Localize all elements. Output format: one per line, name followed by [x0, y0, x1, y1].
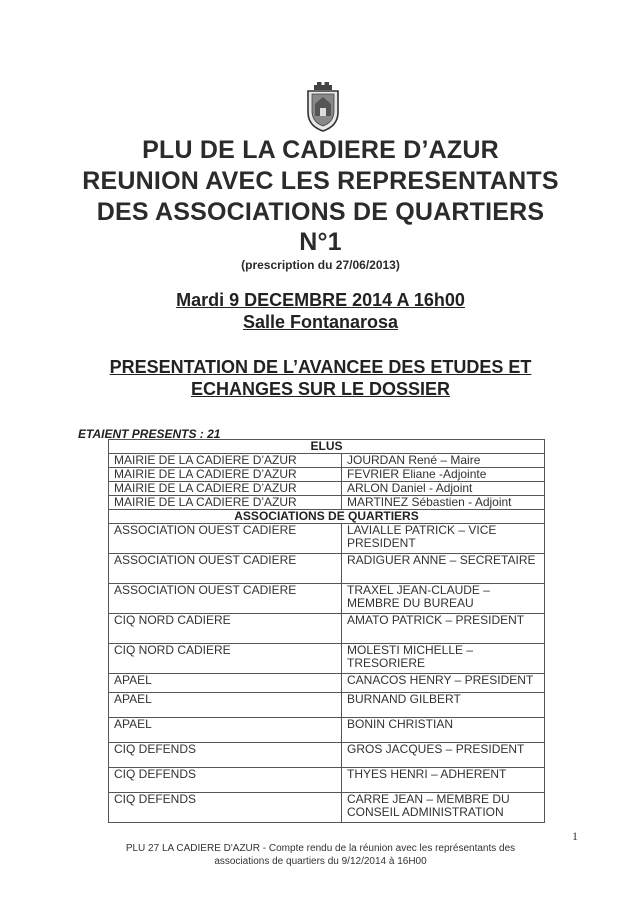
person-cell: FEVRIER Eliane -Adjointe [342, 468, 545, 482]
attendance-table [108, 439, 545, 823]
org-cell: APAEL [109, 674, 342, 693]
org-cell: APAEL [109, 693, 342, 718]
table-row [109, 454, 545, 468]
table-row [109, 644, 545, 674]
person-cell [342, 743, 545, 768]
table-row [109, 793, 545, 823]
person-line-1: LAVIALLE PATRICK – VICE [347, 523, 497, 537]
org-cell: APAEL [109, 718, 342, 743]
person-line-1: BURNAND GILBERT [347, 692, 461, 706]
person-line-1: AMATO PATRICK – PRESIDENT [347, 613, 525, 627]
title-line-2: REUNION AVEC LES REPRESENTANTS [82, 167, 559, 195]
org-cell: MAIRIE DE LA CADIERE D’AZUR [109, 454, 342, 468]
table-row [109, 584, 545, 614]
person-cell [342, 793, 545, 823]
person-line-2: PRESIDENT [347, 536, 416, 550]
page-footer [0, 842, 641, 868]
table-row [109, 468, 545, 482]
table-row [109, 693, 545, 718]
table-row [109, 718, 545, 743]
meeting-venue: Salle Fontanarosa [242, 312, 399, 332]
person-cell: ARLON Daniel - Adjoint [342, 482, 545, 496]
table-row [109, 554, 545, 584]
section-heading-line-2: ECHANGES SUR LE DOSSIER [190, 379, 451, 399]
org-cell: CIQ DEFENDS [109, 793, 342, 823]
attendance-count: ETAIENT PRESENTS : 21 [78, 427, 221, 441]
table-row [109, 482, 545, 496]
person-cell [342, 644, 545, 674]
person-cell [342, 718, 545, 743]
org-cell: MAIRIE DE LA CADIERE D’AZUR [109, 482, 342, 496]
person-line-1: RADIGUER ANNE – SECRETAIRE [347, 553, 536, 567]
section-heading-line-1: PRESENTATION DE L’AVANCEE DES ETUDES ET [109, 357, 532, 377]
person-line-1: GROS JACQUES – PRESIDENT [347, 742, 525, 756]
person-line-1: CANACOS HENRY – PRESIDENT [347, 673, 534, 687]
footer-line-1: PLU 27 LA CADIERE D'AZUR - Compte rendu de la réunion avec les représentants des [125, 843, 516, 854]
org-cell: ASSOCIATION OUEST CADIERE [109, 584, 342, 614]
person-cell [342, 693, 545, 718]
person-cell: JOURDAN René – Maire [342, 454, 545, 468]
person-cell [342, 524, 545, 554]
person-cell [342, 554, 545, 584]
table-row [109, 524, 545, 554]
person-line-1: BONIN CHRISTIAN [347, 717, 454, 731]
table-row [109, 496, 545, 510]
title-line-4: N°1 [299, 228, 342, 256]
org-cell: CIQ DEFENDS [109, 768, 342, 793]
table-row [109, 674, 545, 693]
page-number: 1 [572, 829, 578, 843]
person-cell [342, 614, 545, 644]
person-line-1: THYES HENRI – ADHERENT [347, 767, 507, 781]
person-line-1: CARRE JEAN – MEMBRE DU [347, 792, 510, 806]
person-cell [342, 584, 545, 614]
org-cell: CIQ NORD CADIERE [109, 644, 342, 674]
town-crest-logo [305, 82, 341, 132]
org-cell: CIQ DEFENDS [109, 743, 342, 768]
org-cell: ASSOCIATION OUEST CADIERE [109, 524, 342, 554]
title-line-3: DES ASSOCIATIONS DE QUARTIERS [96, 198, 545, 226]
person-line-2: MEMBRE DU BUREAU [347, 596, 474, 610]
person-line-2: CONSEIL ADMINISTRATION [347, 805, 504, 819]
meeting-date: Mardi 9 DECEMBRE 2014 A 16h00 [176, 290, 465, 310]
person-cell [342, 768, 545, 793]
footer-line-2: associations de quartiers du 9/12/2014 à 16H00 [214, 856, 427, 867]
person-line-2: TRESORIERE [347, 656, 426, 670]
person-line-1: TRAXEL JEAN-CLAUDE – [347, 583, 490, 597]
org-cell: MAIRIE DE LA CADIERE D’AZUR [109, 468, 342, 482]
elus-header: ELUS [109, 440, 545, 454]
table-row [109, 743, 545, 768]
table-row [109, 614, 545, 644]
person-cell [342, 674, 545, 693]
org-cell: ASSOCIATION OUEST CADIERE [109, 554, 342, 584]
person-cell: MARTINEZ Sébastien - Adjoint [342, 496, 545, 510]
prescription-note: (prescription du 27/06/2013) [241, 258, 400, 272]
org-cell: MAIRIE DE LA CADIERE D’AZUR [109, 496, 342, 510]
table-row [109, 768, 545, 793]
org-cell: CIQ NORD CADIERE [109, 614, 342, 644]
person-line-1: MOLESTI MICHELLE – [347, 643, 474, 657]
associations-header: ASSOCIATIONS DE QUARTIERS [109, 510, 545, 524]
title-line-1: PLU DE LA CADIERE D’AZUR [142, 136, 499, 164]
